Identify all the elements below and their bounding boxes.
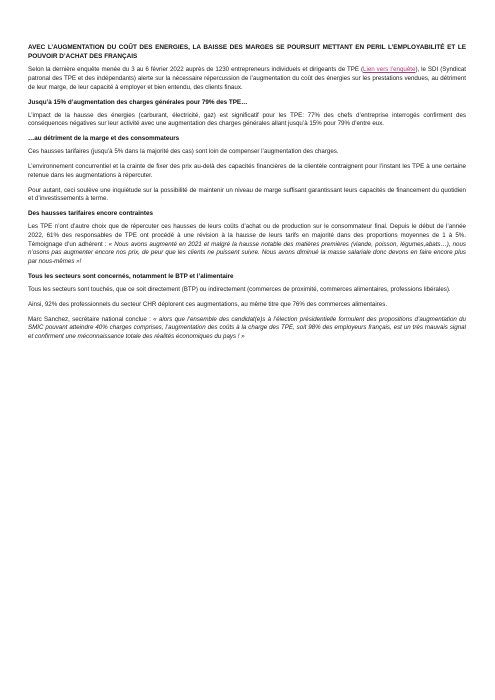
section-heading-margin: …au détriment de la marge et des consommateurs [28,135,180,143]
intro-paragraph [28,66,466,92]
conclusion-intro: Marc Sanchez, secrétaire national conclue : [28,315,154,323]
paragraph-energy-impact: L’impact de la hausse des énergies (carburant, électricité, gaz) est significatif pour les TPE: 77% des chefs d’entreprise interrogés confirment des conséquences négatives sur leur activité avec une augmentation des charges générales allant jusqu’à 15% pour 79% d’entre eux. [28,111,466,128]
testimony-quote: « Nous avons augmenté en 2021 et malgré la hausse notable des matières premières (viande, poisson, légumes,abats…), nous n’osons pas augmenter encore nos prix, de peur que les clients ne puissent suivre. Nous avons diminué la masse salariale donc devons en faire encore plus par nous-mêmes »! [28,240,466,266]
survey-link[interactable]: Lien vers l’enquête [363,66,416,74]
conclusion-quote: « alors que l’ensemble des candidat(e)s à l’élection présidentielle formulent des propositions d’augmentation du SMIC pouvant atteindre 40% charges comprises, l’augmentation des coûts à la charge des TPE, soit 98% des employeurs français, est un très mauvais signal et confirment une méconnaissance totale des réalités économiques du pays ! » [28,315,467,341]
section-heading-constraints: Des hausses tarifaires encore contraintes [28,210,153,218]
paragraph-margin-concern: Pour autant, ceci soulève une inquiétude sur la possibilité de maintenir un niveau de marge suffisant garantissant leurs capacités de financement du quotidien et d’investissements à terme. [28,186,466,203]
paragraph-conclusion [28,316,466,342]
section-heading-sectors: Tous les secteurs sont concernés, notamment le BTP et l’alimentaire [28,273,234,281]
document-body [28,44,466,348]
section-heading-charges: Jusqu’à 15% d’augmentation des charges générales pour 79% des TPE… [28,98,248,106]
intro-text-before-link: Selon la dernière enquête menée du 3 au 6 février 2022 auprès de 1230 entrepreneurs individuels et dirigeants de TPE ( [28,66,364,74]
paragraph-competition: L’environnement concurrentiel et la crainte de fixer des prix au-delà des capacités financières de la clientèle contraignent pour l’instant les TPE à une certaine retenue dans les augmentations à répercuter. [28,162,466,179]
paragraph-testimony [28,223,466,267]
document-title: AVEC L’AUGMENTATION DU COÛT DES ENERGIES, LA BAISSE DES MARGES SE POURSUIT METTANT EN PERIL L’EMPLOYABILITÉ ET LE POUVOIR D’ACHAT DES FRANÇAIS [28,44,466,60]
testimony-intro: Les TPE n’ont d’autre choix que de répercuter ces hausses de leurs coûts d’achat ou de production sur le consommateur final. Depuis le début de l’année 2022, 61% des responsables de TPE ont procédé à une révision à la hausse de leurs tarifs en majorité dans des proportions moyennes de 1 à 5%. Témoignage d’un adhérent : [28,223,466,248]
paragraph-sectors-affected: Tous les secteurs sont touchés, que ce soit directement (BTP) ou indirectement (commerces de proximité, commerces alimentaires, professions libérales). [28,285,451,293]
paragraph-price-increases: Ces hausses tarifaires (jusqu’à 5% dans la majorité des cas) sont loin de compenser l’augmentation des charges. [28,148,339,156]
paragraph-chr-stats: Ainsi, 92% des professionnels du secteur CHR déplorent ces augmentations, au même titre que 76% des commerces alimentaires. [28,300,388,308]
intro-text-after-link: ), le SDI (Syndicat patronal des TPE et des indépendants) alerte sur la nécessaire répercussion de l’augmentation du coût des énergies sur les prestations vendues, au détriment de leur marge, de leur capacité à employer et bien entendu, des clients finaux. [28,66,466,91]
